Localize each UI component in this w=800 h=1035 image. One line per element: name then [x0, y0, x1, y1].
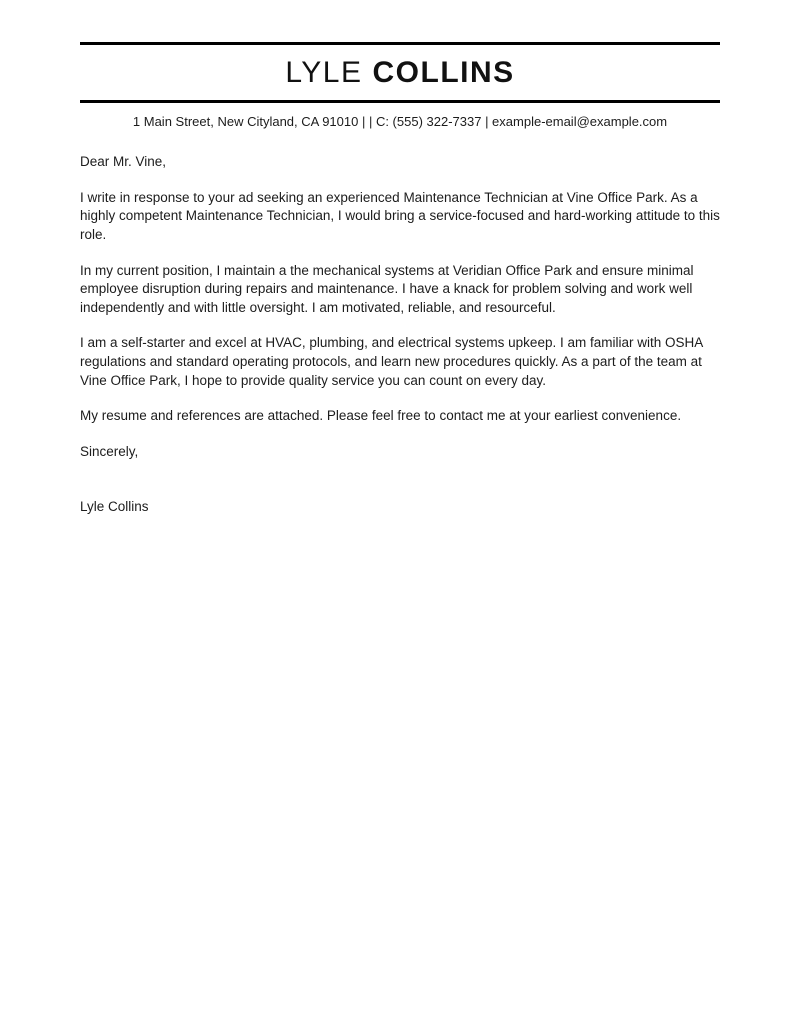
- letter-paragraph: I am a self-starter and excel at HVAC, plumbing, and electrical systems upkeep. I am familiar with OSHA regulations and standard operating protocols, and learn new procedures quickly. As a part of the team at Vine Office Park, I hope to provide quality service you can count on every day.: [80, 335, 703, 388]
- letter-paragraph: My resume and references are attached. Please feel free to contact me at your earliest convenience.: [80, 408, 682, 424]
- page-content: [0, 42, 800, 516]
- page-title: [80, 58, 720, 88]
- name-first: LYLE: [285, 56, 363, 89]
- header-bottom-rule: [80, 100, 720, 103]
- letter-paragraph: In my current position, I maintain a the mechanical systems at Veridian Office Park and ensure minimal employee disruption during repairs and maintenance. I have a knack for problem solving and work well independently and with little oversight. I am motivated, reliable, and resourceful.: [80, 262, 694, 315]
- salutation: Dear Mr. Vine,: [80, 154, 167, 169]
- letter-paragraph: I write in response to your ad seeking an experienced Maintenance Technician at Vine Office Park. As a highly competent Maintenance Technician, I would bring a service-focused and hard-working attitude to this role.: [80, 189, 720, 242]
- name-last: COLLINS: [372, 56, 515, 89]
- contact-info: 1 Main Street, New Cityland, CA 91010 | | C: (555) 322-7337 | example-email@example.com: [132, 114, 668, 129]
- letter-body: [80, 153, 720, 516]
- header-top-rule: [80, 42, 720, 45]
- closing: Sincerely,: [80, 443, 139, 459]
- signature: Lyle Collins: [80, 498, 149, 514]
